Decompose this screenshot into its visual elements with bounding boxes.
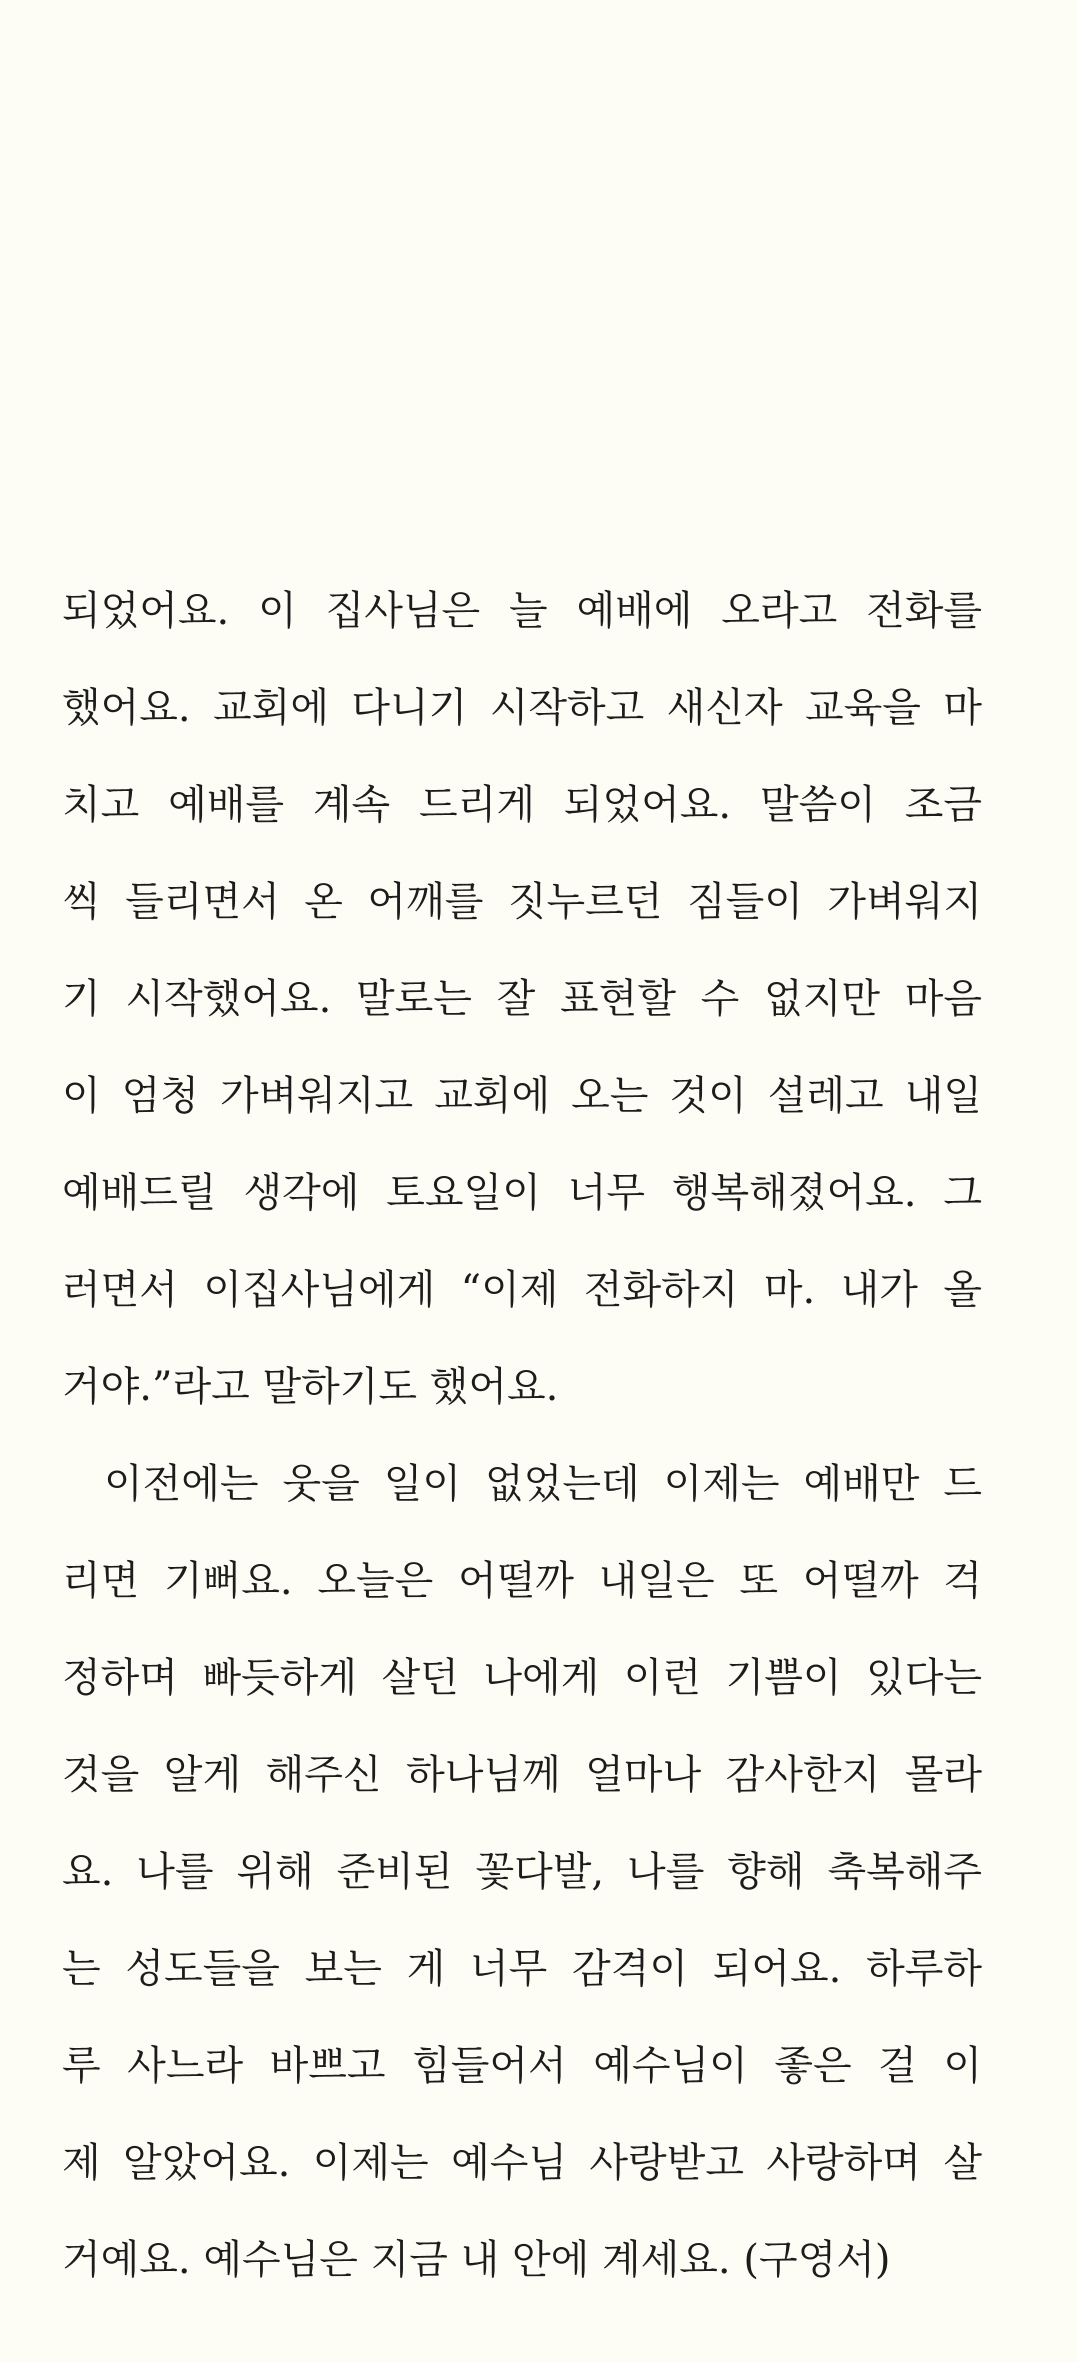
text-line: 러면서 이집사님에게 “이제 전화하지 마. 내가 올 [62,1267,982,1313]
text-line: 정하며 빠듯하게 살던 나에게 이런 기쁨이 있다는 [62,1655,982,1701]
text-line: 기 시작했어요. 말로는 잘 표현할 수 없지만 마음 [62,976,982,1022]
text-line: 리면 기뻐요. 오늘은 어떨까 내일은 또 어떨까 걱 [62,1558,982,1604]
text-line: 루 사느라 바쁘고 힘들어서 예수님이 좋은 걸 이 [62,2043,982,2089]
paragraph-1 [62,575,982,1448]
paragraph-2 [62,1448,982,2321]
text-line: 되었어요. 이 집사님은 늘 예배에 오라고 전화를 [62,588,982,634]
body-text [62,575,982,2321]
text-line: 이전에는 웃을 일이 없었는데 이제는 예배만 드 [104,1461,982,1507]
text-line: 예배드릴 생각에 토요일이 너무 행복해졌어요. 그 [62,1170,982,1216]
text-line: 했어요. 교회에 다니기 시작하고 새신자 교육을 마 [62,685,982,731]
text-line: 제 알았어요. 이제는 예수님 사랑받고 사랑하며 살 [62,2140,982,2186]
text-line: 거야.”라고 말하기도 했어요. [62,1364,559,1410]
text-line: 거예요. 예수님은 지금 내 안에 계세요. (구영서) [62,2237,891,2283]
text-line: 씩 들리면서 온 어깨를 짓누르던 짐들이 가벼워지 [62,879,982,925]
text-line: 것을 알게 해주신 하나님께 얼마나 감사한지 몰라 [62,1752,982,1798]
text-line: 요. 나를 위해 준비된 꽃다발, 나를 향해 축복해주 [62,1849,982,1895]
text-line: 치고 예배를 계속 드리게 되었어요. 말씀이 조금 [62,782,982,828]
text-line: 는 성도들을 보는 게 너무 감격이 되어요. 하루하 [62,1946,982,1992]
text-line: 이 엄청 가벼워지고 교회에 오는 것이 설레고 내일 [62,1073,982,1119]
